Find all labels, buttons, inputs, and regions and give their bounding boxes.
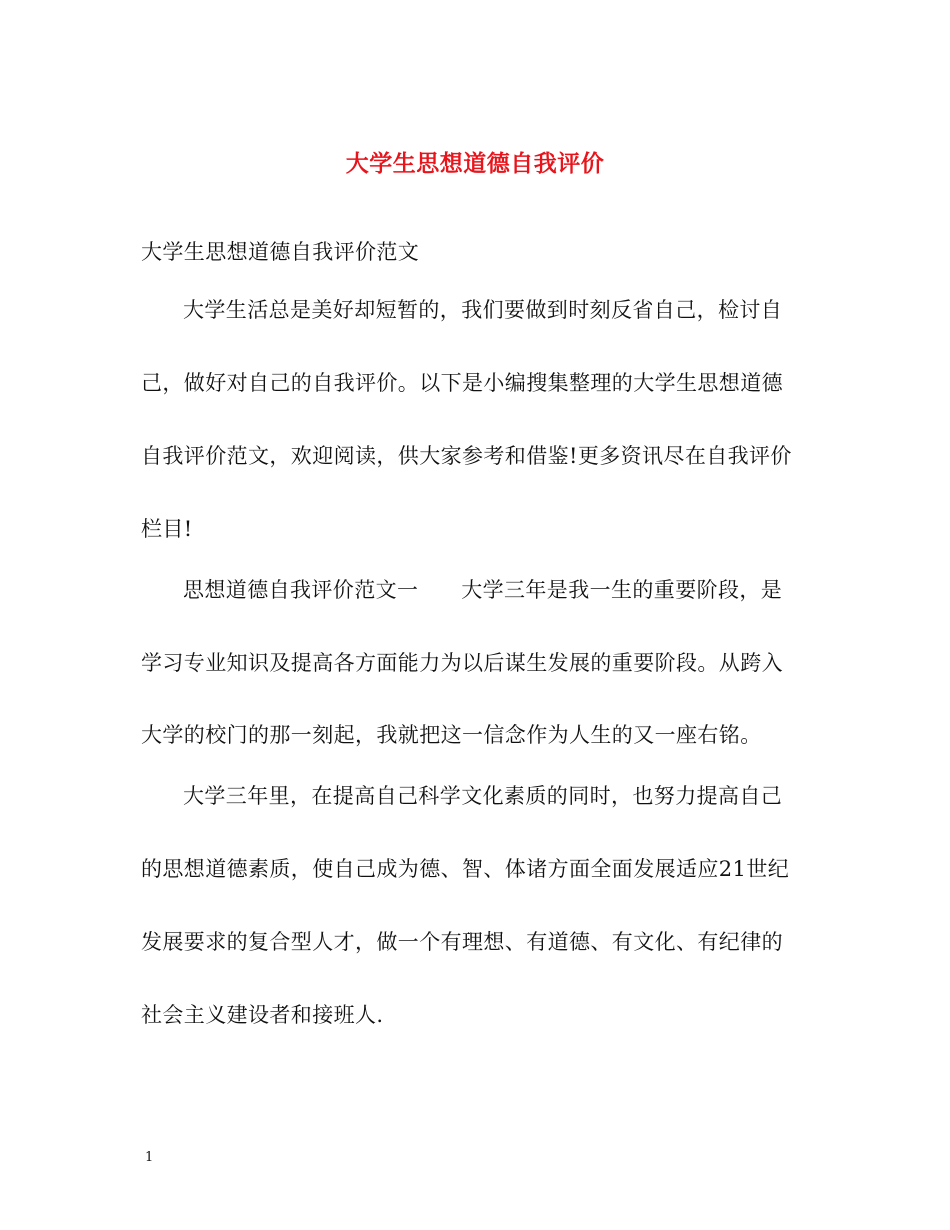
page-number: 1	[145, 1150, 154, 1165]
paragraph-line: 大学的校门的那一刻起，我就把这一信念作为人生的又一座右铭。	[141, 723, 762, 747]
paragraph-line: 社会主义建设者和接班人.	[141, 1003, 384, 1027]
paragraph-line: 己，做好对自己的自我评价。以下是小编搜集整理的大学生思想道德	[141, 371, 783, 395]
paragraph-line: 的思想道德素质，使自己成为德、智、体诸方面全面发展适应21世纪	[141, 857, 790, 881]
paragraph-line: 学习专业知识及提高各方面能力为以后谋生发展的重要阶段。从跨入	[141, 651, 783, 675]
paragraph-line: 发展要求的复合型人才，做一个有理想、有道德、有文化、有纪律的	[141, 930, 783, 954]
paragraph-line: 大学三年里，在提高自己科学文化素质的同时，也努力提高自己	[183, 784, 783, 808]
paragraph-line: 自我评价范文，欢迎阅读，供大家参考和借鉴!更多资讯尽在自我评价	[141, 444, 792, 468]
document-subtitle: 大学生思想道德自我评价范文	[141, 240, 420, 264]
paragraph-line: 思想道德自我评价范文一 大学三年是我一生的重要阶段，是	[183, 578, 783, 602]
paragraph-line: 栏目!	[141, 517, 193, 541]
document-title: 大学生思想道德自我评价	[345, 150, 605, 177]
paragraph-line: 大学生活总是美好却短暂的，我们要做到时刻反省自己，检讨自	[183, 298, 783, 322]
